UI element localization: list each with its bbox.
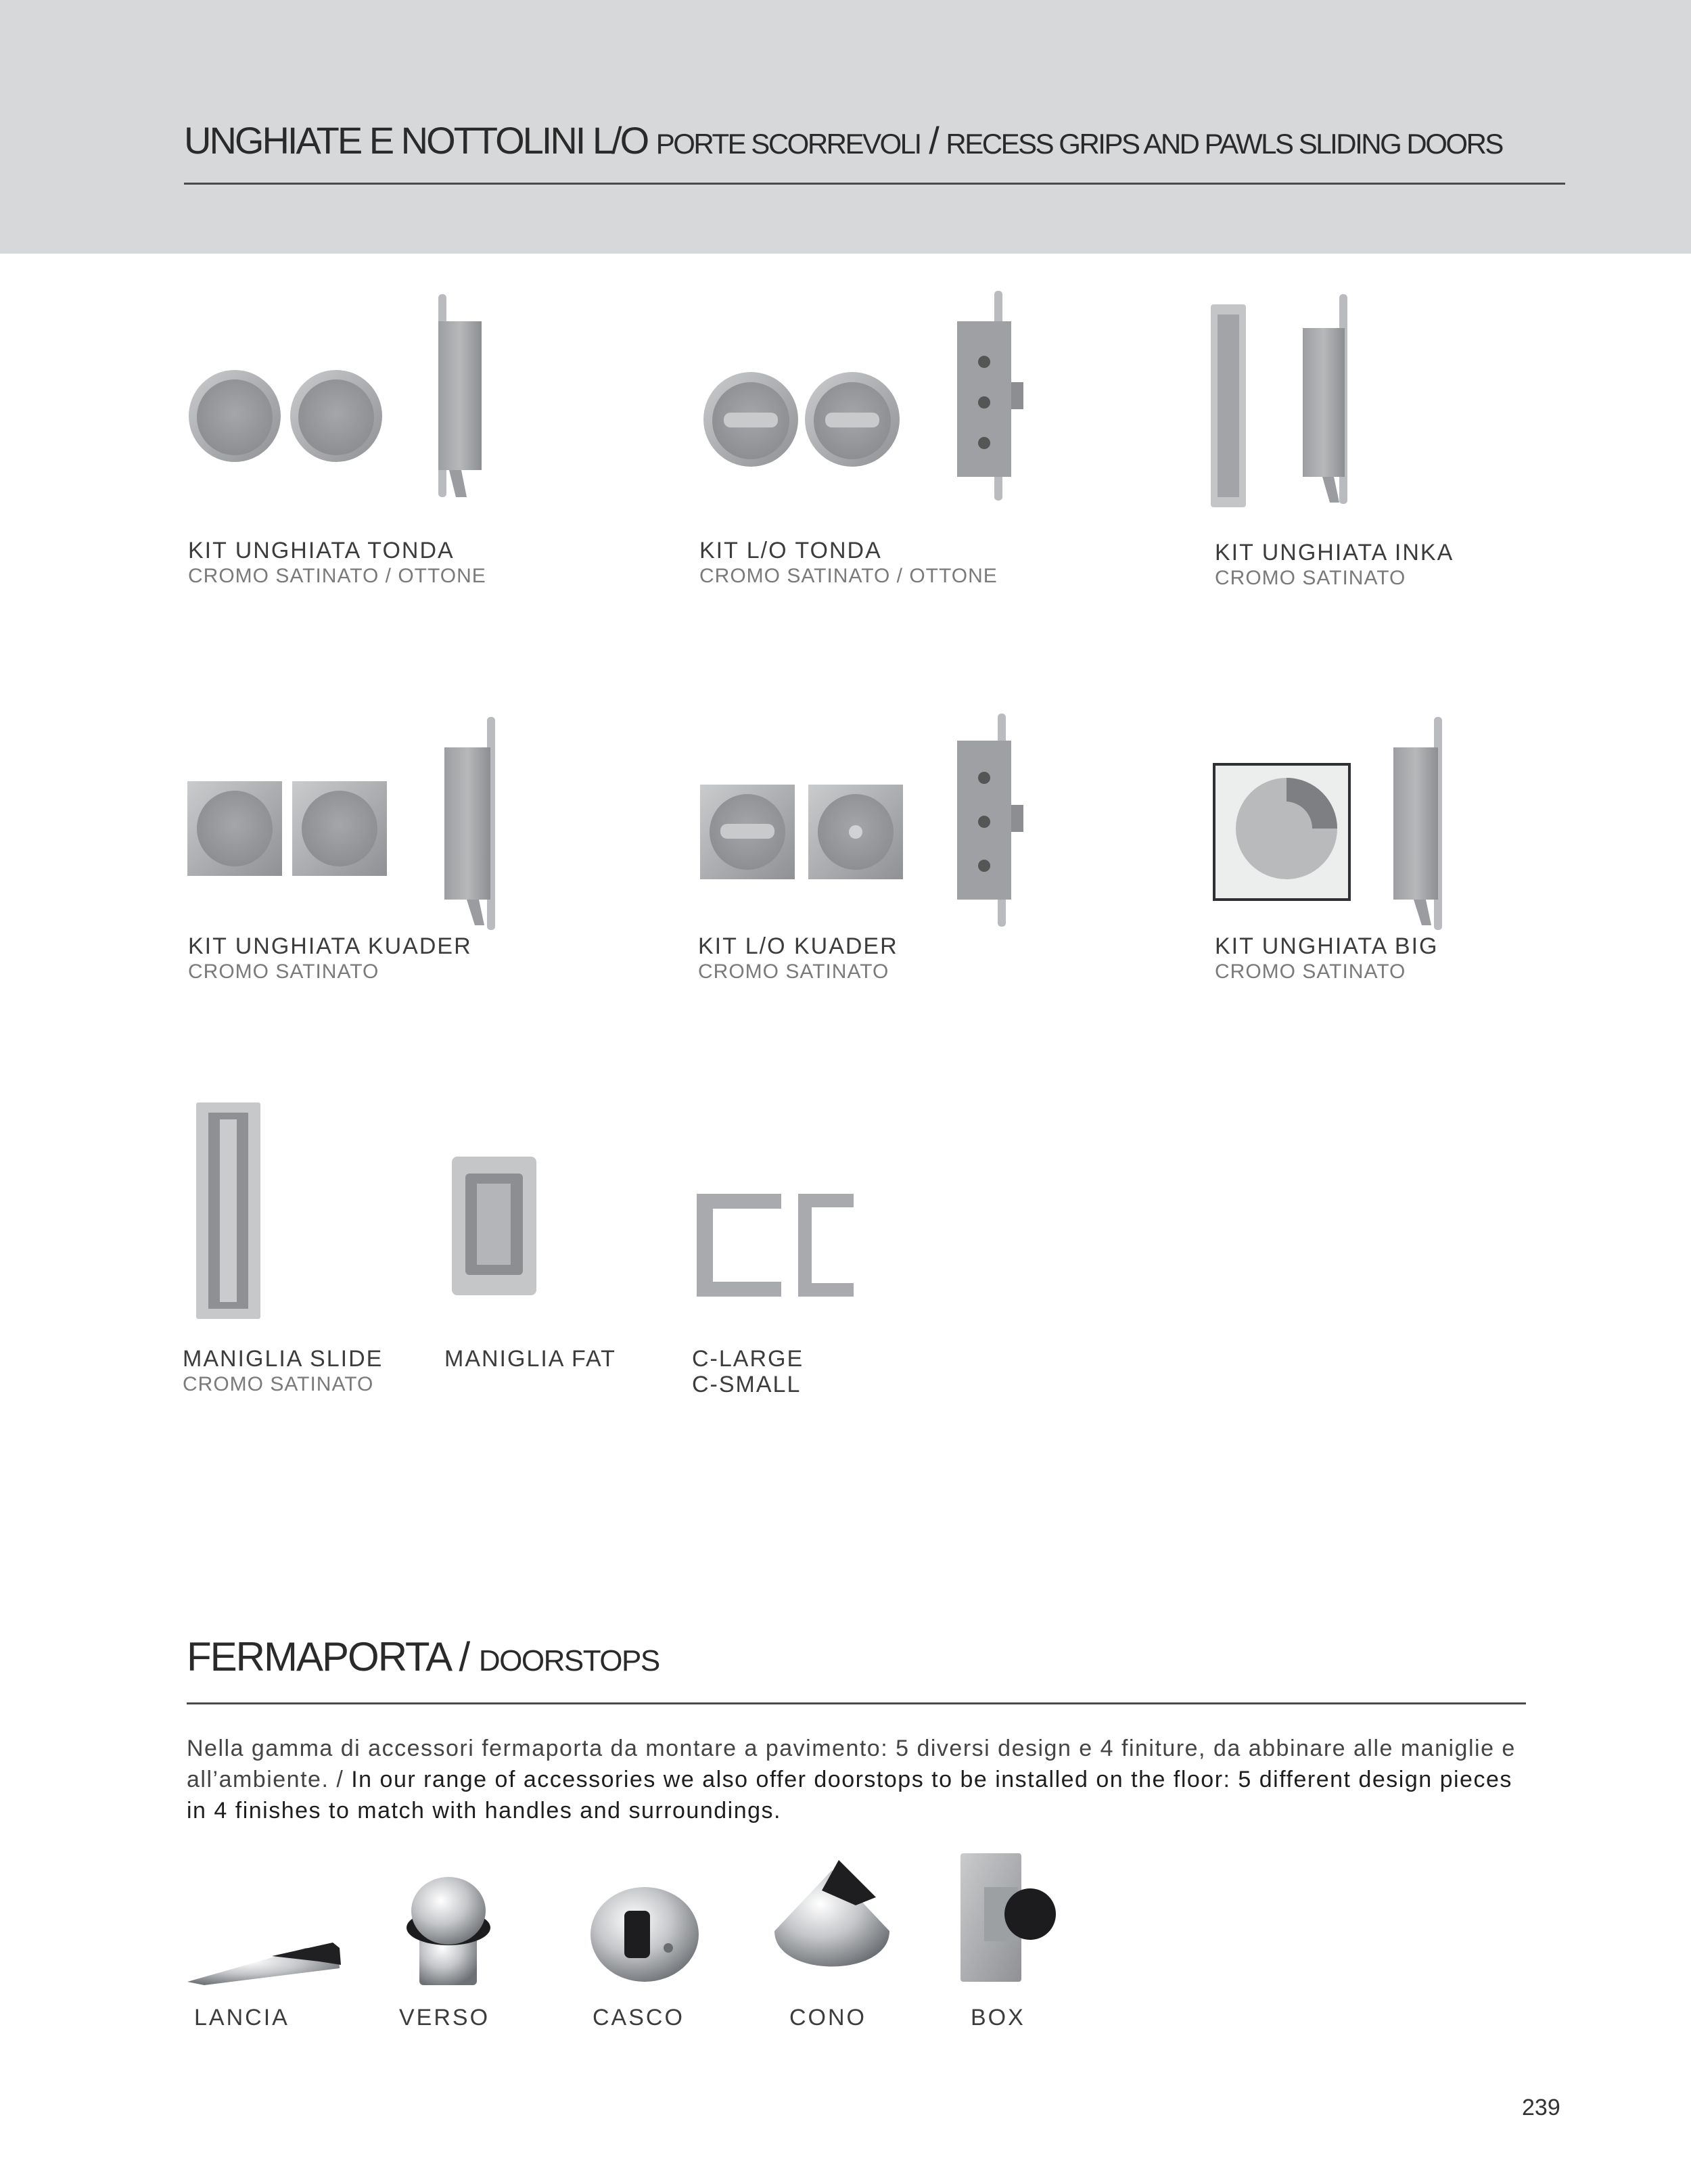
kit-unghiata-tonda-image bbox=[184, 287, 509, 504]
doorstop-label-box: BOX bbox=[971, 2005, 1025, 2030]
title-main: UNGHIATE E NOTTOLINI L/O bbox=[184, 119, 648, 162]
page-number: 239 bbox=[1522, 2095, 1560, 2120]
product-name: KIT UNGHIATA INKA bbox=[1215, 540, 1454, 565]
maniglia-slide-image bbox=[189, 1099, 271, 1322]
product-name: KIT L/O KUADER bbox=[698, 933, 898, 959]
title-it: PORTE SCORREVOLI bbox=[655, 128, 921, 160]
page-title bbox=[184, 118, 1502, 162]
maniglia-fat-image bbox=[446, 1150, 541, 1299]
product-name: MANIGLIA SLIDE bbox=[183, 1346, 384, 1372]
doorstop-label-cono: CONO bbox=[789, 2005, 866, 2030]
kit-unghiata-big-image bbox=[1211, 710, 1468, 933]
verso-image bbox=[402, 1874, 497, 1989]
header-rule bbox=[184, 183, 1565, 185]
product-name-2: C-SMALL bbox=[692, 1372, 802, 1397]
product-name: MANIGLIA FAT bbox=[444, 1346, 616, 1372]
product-finish: CROMO SATINATO bbox=[188, 960, 379, 983]
intro-it: Nella gamma di accessori fermaporta da montare a pavimento: 5 diversi design e 4 finiture, da abbinare alle maniglie e all’ambiente. / bbox=[187, 1736, 1516, 1792]
kit-unghiata-inka-image bbox=[1204, 287, 1380, 511]
box-image bbox=[957, 1850, 1059, 1985]
doorstop-label-verso: VERSO bbox=[399, 2005, 490, 2030]
doorstops-title-it: FERMAPORTA bbox=[187, 1634, 449, 1679]
doorstops-title bbox=[187, 1633, 659, 1680]
kit-lo-tonda-image bbox=[697, 287, 1048, 504]
doorstops-rule bbox=[187, 1702, 1526, 1704]
kit-unghiata-kuader-image bbox=[184, 710, 522, 933]
doorstop-label-casco: CASCO bbox=[593, 2005, 685, 2030]
product-finish: CROMO SATINATO bbox=[1215, 960, 1406, 983]
cono-image bbox=[768, 1857, 896, 1992]
title-separator: / bbox=[920, 119, 946, 162]
product-name: KIT L/O TONDA bbox=[699, 538, 882, 563]
product-finish: CROMO SATINATO bbox=[698, 960, 889, 983]
product-finish: CROMO SATINATO / OTTONE bbox=[188, 565, 486, 587]
doorstops-intro bbox=[187, 1733, 1533, 1826]
lancia-image bbox=[184, 1907, 346, 1989]
casco-image bbox=[587, 1884, 702, 1985]
title-en: RECESS GRIPS AND PAWLS SLIDING DOORS bbox=[946, 128, 1502, 160]
product-name: KIT UNGHIATA KUADER bbox=[188, 933, 472, 959]
product-name: KIT UNGHIATA TONDA bbox=[188, 538, 455, 563]
doorstops-title-separator: / bbox=[448, 1634, 479, 1679]
product-finish: CROMO SATINATO / OTTONE bbox=[699, 565, 998, 587]
c-large-c-small-image bbox=[690, 1187, 866, 1309]
product-finish: CROMO SATINATO bbox=[183, 1373, 374, 1395]
product-name: C-LARGE bbox=[692, 1346, 804, 1372]
intro-en: In our range of accessories we also offer doorstops to be installed on the floor: 5 different design pieces in 4 finishes to match with handles and surroundings. bbox=[187, 1767, 1512, 1823]
product-name: KIT UNGHIATA BIG bbox=[1215, 933, 1439, 959]
kit-lo-kuader-image bbox=[697, 710, 1048, 933]
doorstop-label-lancia: LANCIA bbox=[194, 2005, 289, 2030]
product-finish: CROMO SATINATO bbox=[1215, 567, 1406, 589]
doorstops-title-en: DOORSTOPS bbox=[478, 1644, 659, 1677]
